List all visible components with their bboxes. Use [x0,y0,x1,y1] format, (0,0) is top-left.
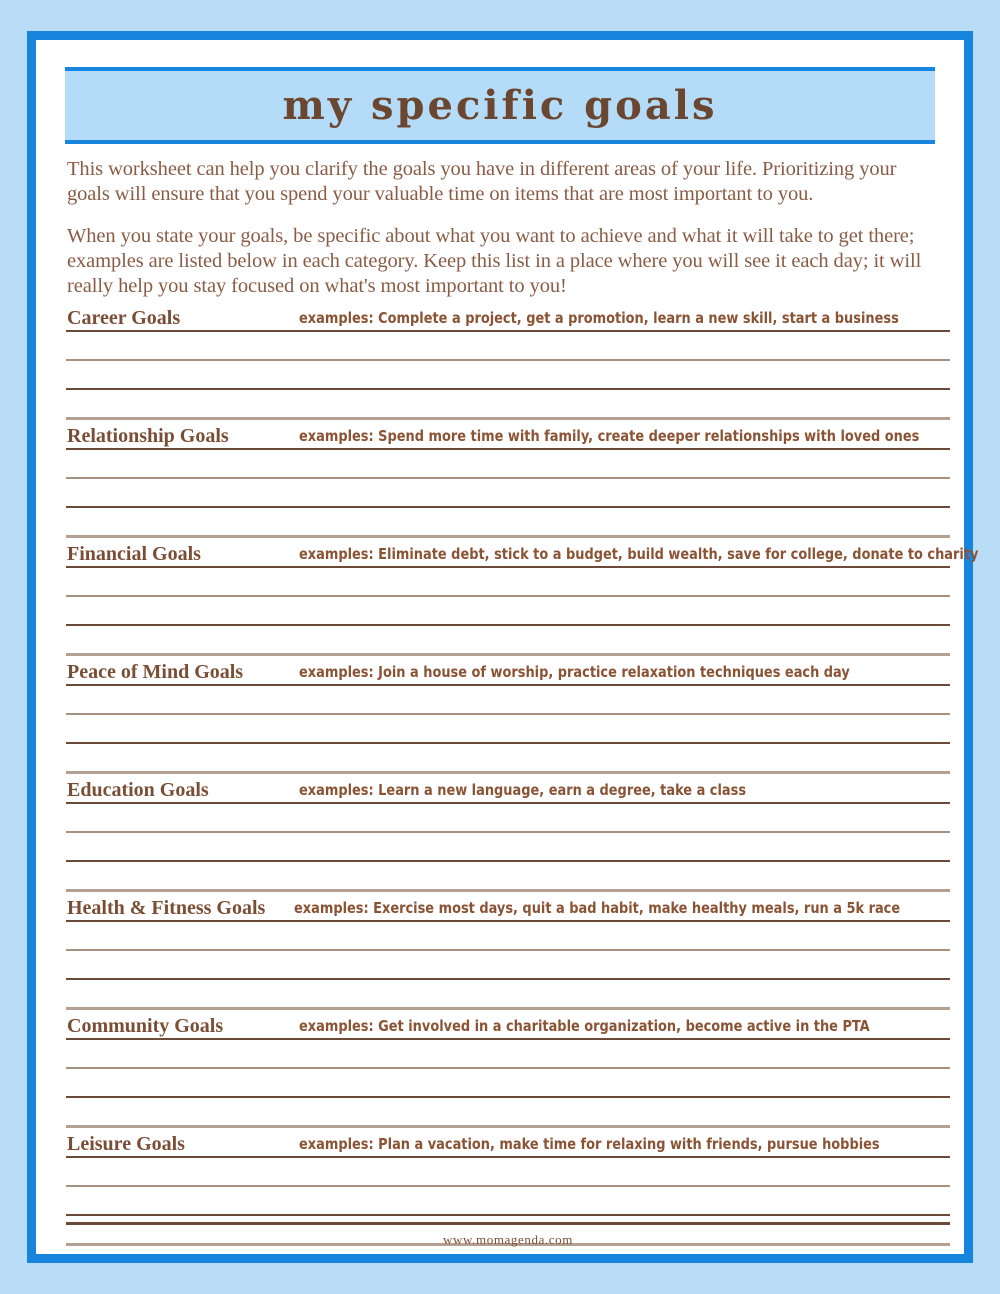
goal-write-in-line[interactable] [66,626,950,656]
goal-examples-text: examples: Plan a vacation, make time for relaxing with friends, pursue hobbies [299,1135,880,1153]
goal-examples-text: examples: Get involved in a charitable organization, become active in the PTA [299,1017,870,1035]
footer-website: www.momagenda.com [443,1232,573,1247]
goal-examples-text: examples: Spend more time with family, create deeper relationships with loved ones [299,427,920,445]
goal-write-in-line[interactable] [66,686,950,715]
goal-section [66,420,950,538]
goal-category-label: Education Goals [67,779,209,801]
goal-heading-row [66,1128,950,1158]
goal-write-in-line[interactable] [66,450,950,479]
goal-write-in-line[interactable] [66,744,950,774]
goal-section [66,892,950,1010]
goal-write-in-line[interactable] [66,715,950,744]
goal-write-in-line[interactable] [66,568,950,597]
goal-heading-row [66,302,950,332]
title-banner [65,67,935,144]
goal-write-in-line[interactable] [66,479,950,508]
goal-heading-row [66,774,950,804]
goal-sections-list [66,302,979,1246]
page-title: my specific goals [282,81,718,129]
worksheet-sheet [36,40,979,1254]
goal-examples-text: examples: Exercise most days, quit a bad habit, make healthy meals, run a 5k race [294,899,901,917]
goal-category-label: Relationship Goals [67,425,229,447]
goal-write-in-line[interactable] [66,597,950,626]
goal-write-in-line[interactable] [66,332,950,361]
goal-category-label: Career Goals [67,307,181,329]
goal-category-label: Leisure Goals [67,1133,185,1155]
footer [66,1222,950,1248]
goal-write-in-line[interactable] [66,1040,950,1069]
goal-examples-text: examples: Learn a new language, earn a degree, take a class [299,781,747,799]
goal-section [66,302,950,420]
goal-write-in-line[interactable] [66,1187,950,1216]
goal-section [66,1010,950,1128]
goal-write-in-line[interactable] [66,1158,950,1187]
goal-write-in-line[interactable] [66,980,950,1010]
goal-write-in-line[interactable] [66,1069,950,1098]
goal-section [66,774,950,892]
goal-category-label: Community Goals [67,1015,224,1037]
goal-heading-row [66,420,950,450]
goal-write-in-line[interactable] [66,862,950,892]
intro-paragraph-2: When you state your goals, be specific about what you want to achieve and what it will take to get there; examples are listed below in each category. Keep this list in a place where you will see it each day; it will really help you stay focused on what's most important to you! [67,225,922,297]
goal-category-label: Peace of Mind Goals [67,661,244,683]
goal-examples-text: examples: Complete a project, get a promotion, learn a new skill, start a business [299,309,899,327]
goal-heading-row [66,538,979,568]
goal-write-in-line[interactable] [66,833,950,862]
goal-write-in-line[interactable] [66,508,950,538]
goal-examples-text: examples: Join a house of worship, practice relaxation techniques each day [299,663,850,681]
goal-write-in-line[interactable] [66,951,950,980]
goal-heading-row [66,892,950,922]
intro-text-block [67,157,939,316]
goal-heading-row [66,656,950,686]
goal-write-in-line[interactable] [66,361,950,390]
goal-section [66,538,979,656]
goal-category-label: Health & Fitness Goals [67,897,266,919]
goal-heading-row [66,1010,950,1040]
goal-examples-text: examples: Eliminate debt, stick to a budget, build wealth, save for college, donate to charity [299,545,979,563]
goal-section [66,656,950,774]
goal-write-in-line[interactable] [66,804,950,833]
goal-write-in-line[interactable] [66,922,950,951]
worksheet-page-frame [27,31,979,1263]
goal-category-label: Financial Goals [67,543,201,565]
goal-write-in-line[interactable] [66,390,950,420]
intro-paragraph-1: This worksheet can help you clarify the goals you have in different areas of your life. Prioritizing your goals will ensure that you spend your valuable time on items that are most important to you. [67,158,897,205]
goal-write-in-line[interactable] [66,1098,950,1128]
